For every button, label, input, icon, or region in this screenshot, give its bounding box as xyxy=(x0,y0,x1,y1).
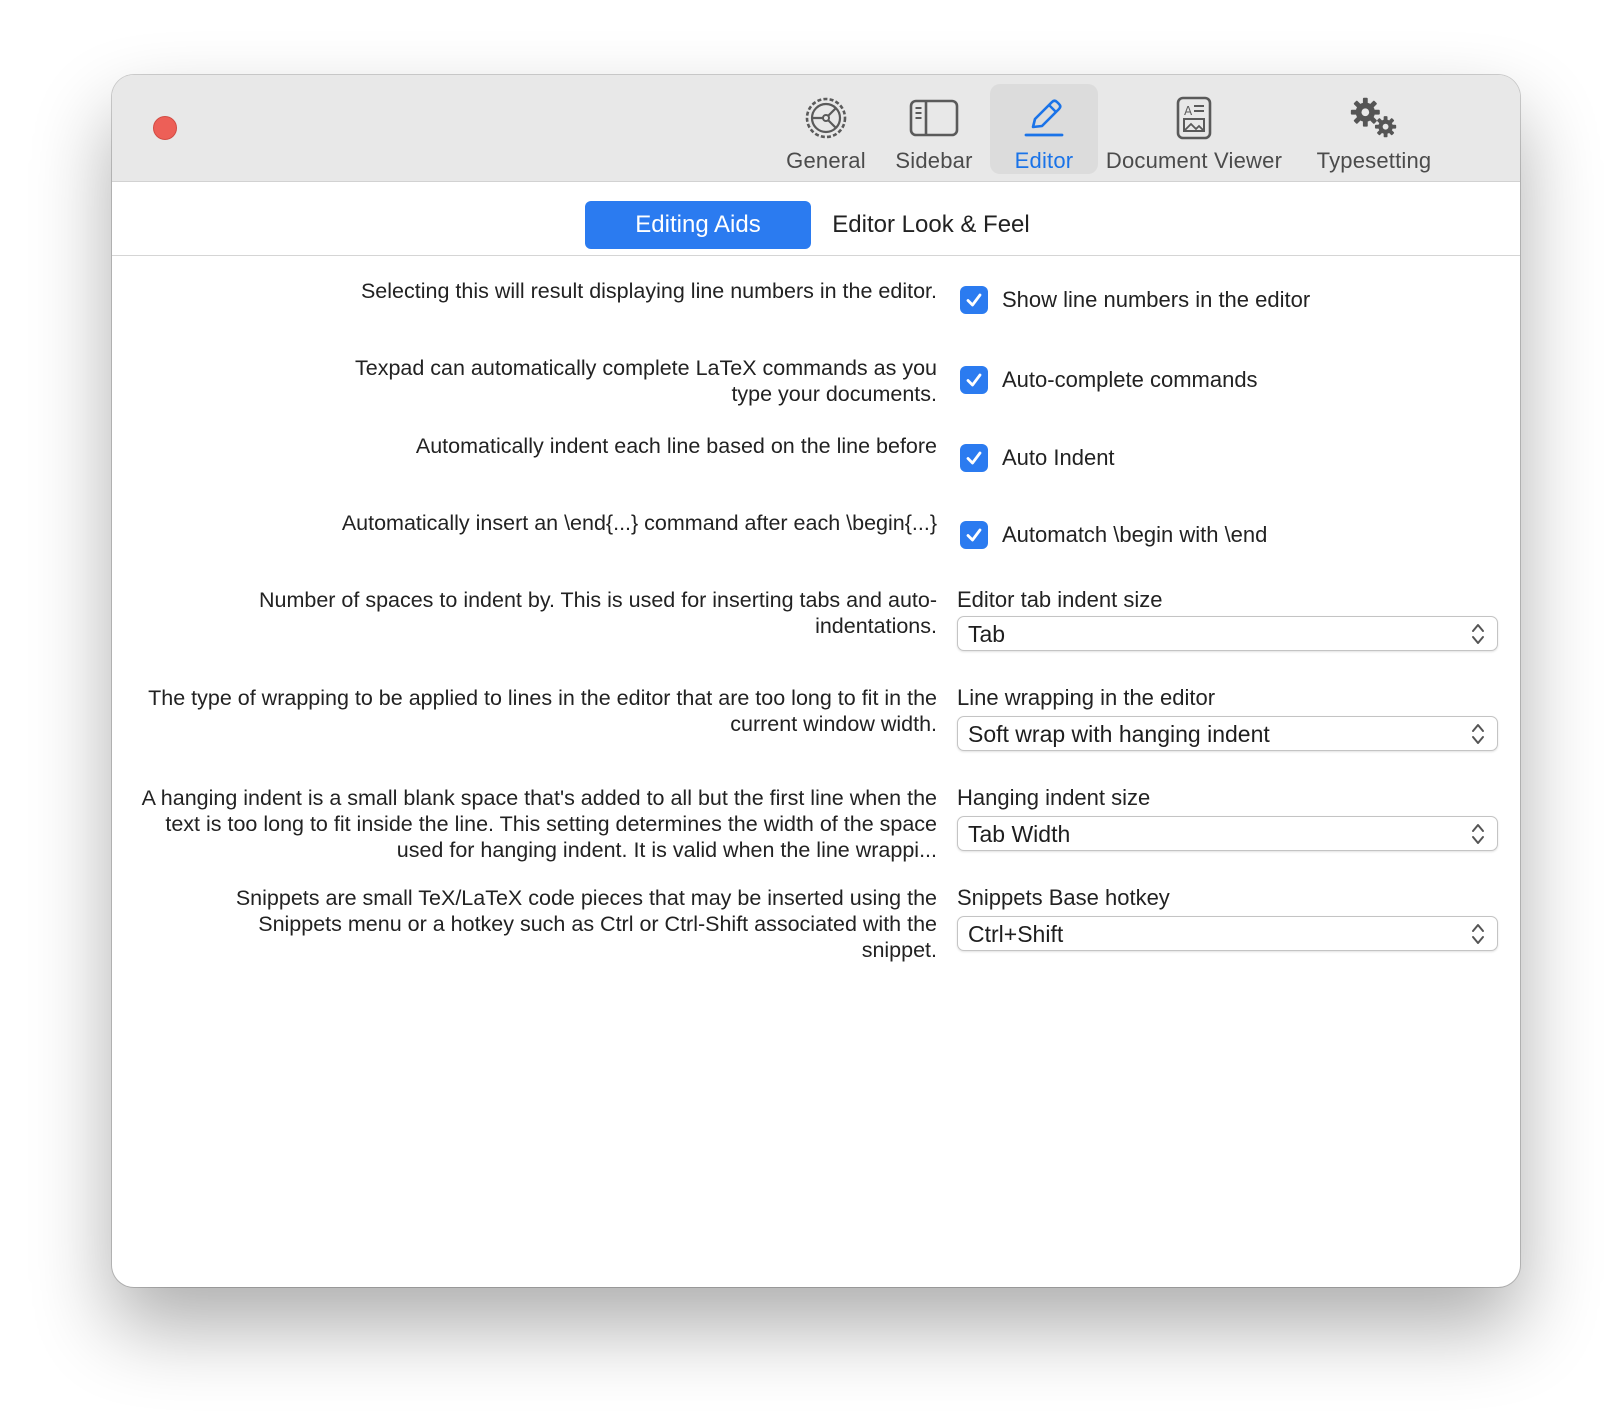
updown-chevron-icon xyxy=(1471,621,1485,647)
tab-editing-aids[interactable]: Editing Aids xyxy=(585,201,811,249)
snippets-hotkey-label: Snippets Base hotkey xyxy=(957,885,1170,910)
checkmark-icon xyxy=(964,290,984,310)
preferences-window xyxy=(112,75,1520,1287)
tab-indent-value: Tab xyxy=(968,621,1006,647)
hanging-indent-value: Tab Width xyxy=(968,821,1071,847)
hanging-indent-label: Hanging indent size xyxy=(957,785,1151,810)
tab-indent-description: Number of spaces to indent by. This is used for inserting tabs and auto-indentations. xyxy=(258,588,937,638)
line-wrapping-select[interactable] xyxy=(957,716,1498,751)
toolbar-typesetting-label: Typesetting xyxy=(1316,148,1432,173)
auto-indent-row[interactable] xyxy=(960,444,1115,472)
line-wrapping-description: The type of wrapping to be applied to lines in the editor that are too long to fit in the current window width. xyxy=(148,686,937,736)
toolbar-editor[interactable] xyxy=(990,84,1098,174)
checkmark-icon xyxy=(964,370,984,390)
svg-text:A: A xyxy=(1184,103,1193,118)
line-numbers-description: Selecting this will result displaying line numbers in the editor. xyxy=(360,279,937,303)
checkmark-icon xyxy=(964,525,984,545)
tab-editor-look-and-feel[interactable]: Editor Look & Feel xyxy=(832,211,1030,238)
snippets-hotkey-value: Ctrl+Shift xyxy=(968,921,1064,947)
tab-bar xyxy=(112,182,1520,256)
automatch-checkbox[interactable] xyxy=(960,521,988,549)
hanging-indent-description: A hanging indent is a small blank space that's added to all but the first line when the text is too long to fit inside the line. This setting determines the width of the space used for hanging indent. It is valid when the line wrappi... xyxy=(141,786,937,862)
close-button[interactable] xyxy=(153,116,177,140)
checkmark-icon xyxy=(964,448,984,468)
snippets-hotkey-select[interactable] xyxy=(957,916,1498,951)
snippets-description: Snippets are small TeX/LaTeX code pieces that may be inserted using the Snippets menu or a hotkey such as Ctrl or Ctrl-Shift associated with the snippet. xyxy=(235,886,937,962)
sidebar-icon xyxy=(907,91,961,144)
toolbar-sidebar[interactable] xyxy=(882,84,986,174)
automatch-row[interactable] xyxy=(960,521,1267,549)
auto-indent-label: Auto Indent xyxy=(1002,445,1115,470)
autocomplete-checkbox[interactable] xyxy=(960,366,988,394)
automatch-description: Automatically insert an \end{...} command after each \begin{...} xyxy=(341,511,937,535)
hanging-indent-select[interactable] xyxy=(957,816,1498,851)
automatch-label: Automatch \begin with \end xyxy=(1002,522,1268,547)
line-numbers-checkbox[interactable] xyxy=(960,286,988,314)
autocomplete-row[interactable] xyxy=(960,366,1258,394)
autocomplete-label: Auto-complete commands xyxy=(1002,367,1258,392)
autocomplete-description: Texpad can automatically complete LaTeX commands as you type your documents. xyxy=(354,356,937,406)
tab-indent-label: Editor tab indent size xyxy=(957,587,1163,612)
updown-chevron-icon xyxy=(1471,721,1485,747)
toolbar-document-viewer-label: Document Viewer xyxy=(1105,148,1283,173)
toolbar-general[interactable] xyxy=(774,84,878,174)
title-bar xyxy=(112,75,1520,182)
line-wrapping-value: Soft wrap with hanging indent xyxy=(968,721,1270,747)
document-icon xyxy=(1167,91,1221,144)
tab-indent-select[interactable] xyxy=(957,616,1498,651)
gears-icon xyxy=(1347,91,1401,144)
toolbar-general-label: General xyxy=(786,148,866,173)
toolbar-editor-label: Editor xyxy=(1014,148,1074,173)
toolbar-document-viewer[interactable] xyxy=(1102,84,1286,174)
toolbar-sidebar-label: Sidebar xyxy=(895,148,973,173)
line-wrapping-label: Line wrapping in the editor xyxy=(957,685,1216,710)
auto-indent-checkbox[interactable] xyxy=(960,444,988,472)
line-numbers-row[interactable] xyxy=(960,286,1310,314)
pencil-icon xyxy=(1017,91,1071,144)
line-numbers-label: Show line numbers in the editor xyxy=(1002,287,1311,312)
steering-wheel-icon xyxy=(799,91,853,144)
auto-indent-description: Automatically indent each line based on the line before xyxy=(415,434,937,458)
updown-chevron-icon xyxy=(1471,921,1485,947)
toolbar-typesetting[interactable] xyxy=(1292,84,1456,174)
updown-chevron-icon xyxy=(1471,821,1485,847)
